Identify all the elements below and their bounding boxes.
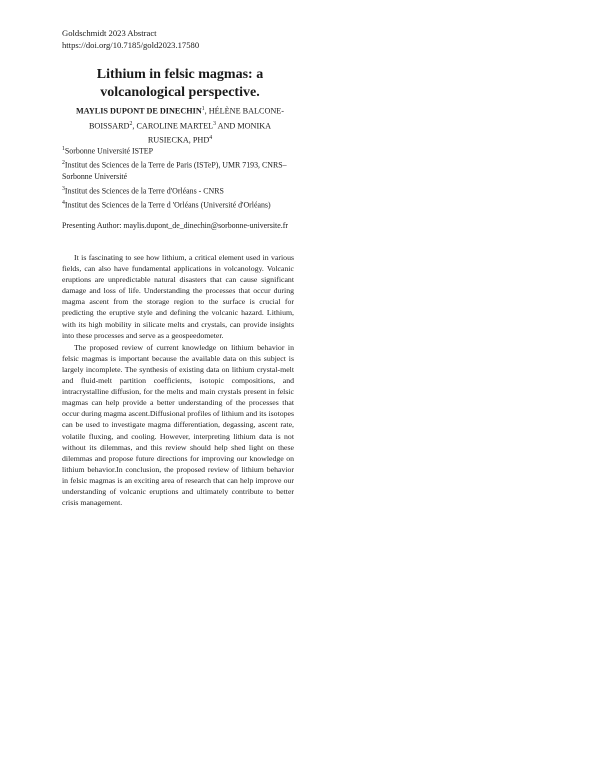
paper-title [62,66,298,101]
author-2-name-part2: BOISSARD [88,121,130,131]
author-2-name-part1: , HÉLÈNE BALCONE- [204,106,285,116]
abstract-header [62,27,199,51]
author-1-affil: 1 [201,106,205,112]
abstract-paragraph: The proposed review of current knowledge on lithium behavior in felsic magmas is important because the available data on this subject is largely incomplete. The synthesis of existing data on lithium crystal-melt and fluid-melt partition coefficients, isotopic compositions, and intracrystalline diffusion, for the melts and main crystals present in felsic magmas can help provide a better understanding of the processes that occur during magma ascent.Diffusional profiles of lithium and its isotopes can be used to investigate magma differentiation, degassing, ascent rate, volatile fluxing, and cooling. However, interpreting lithium data is not without its dilemmas, and this review should help shed light on these dilemmas and propose future directions for improving our knowledge on lithium behavior.In conclusion, the proposed review of lithium behavior in felsic magmas is an exciting area of research that can help improve our understanding of volcanic eruptions and ultimately contribute to better crisis management. [62,342,294,508]
author-list [62,103,298,147]
presenting-author: Presenting Author: maylis.dupont_de_dinechin@sorbonne-universite.fr [62,221,288,230]
author-4-affil: 4 [209,135,213,142]
author-line-1 [62,103,298,118]
abstract-paragraph: It is fascinating to see how lithium, a critical element used in various fields, can also have fundamental applications in volcanology. Volcanic eruptions are unpredictable natural disasters that can cause significant damage and loss of life. Understanding the processes that occur during magma ascent from the storage region to the surface is crucial for predicting the eruptive style and defining the volcanic hazard. Lithium, with its high mobility in silicate melts and crystals, can provide insights into these processes and serve as a geospeedometer. [62,253,294,340]
doi-link[interactable]: https://doi.org/10.7185/gold2023.17580 [62,40,200,50]
affiliation-item: $^4$Institut des Sciences de la Terre d 'Orléans (Université d'Orléans) [62,200,271,210]
author-4-name-part2: RUSIECKA, PHD [147,136,210,146]
title-line-1: Lithium in felsic magmas: a [96,67,264,82]
author-line-2 [62,118,298,133]
affiliation-item: $^3$Institut des Sciences de la Terre d'Orléans - CNRS [62,185,224,196]
author-3-affil: 3 [213,120,216,127]
affiliation-item: $^2$Institut des Sciences de la Terre de Paris (ISTeP), UMR 7193, CNRS–Sorbonne Université [62,160,287,181]
author-4-name-part1: AND MONIKA [215,121,272,131]
author-2-affil: 2 [129,120,133,127]
author-1-name: MAYLIS DUPONT DE DINECHIN [75,106,202,116]
title-line-2: volcanological perspective. [100,84,260,100]
author-3-name: , CAROLINE MARTEL [132,121,214,131]
affiliation-list [62,144,302,212]
affiliation-item: $^1$Sorbonne Université ISTEP [62,146,154,156]
abstract-body [62,252,294,509]
conference-label: Goldschmidt 2023 Abstract [62,28,157,38]
